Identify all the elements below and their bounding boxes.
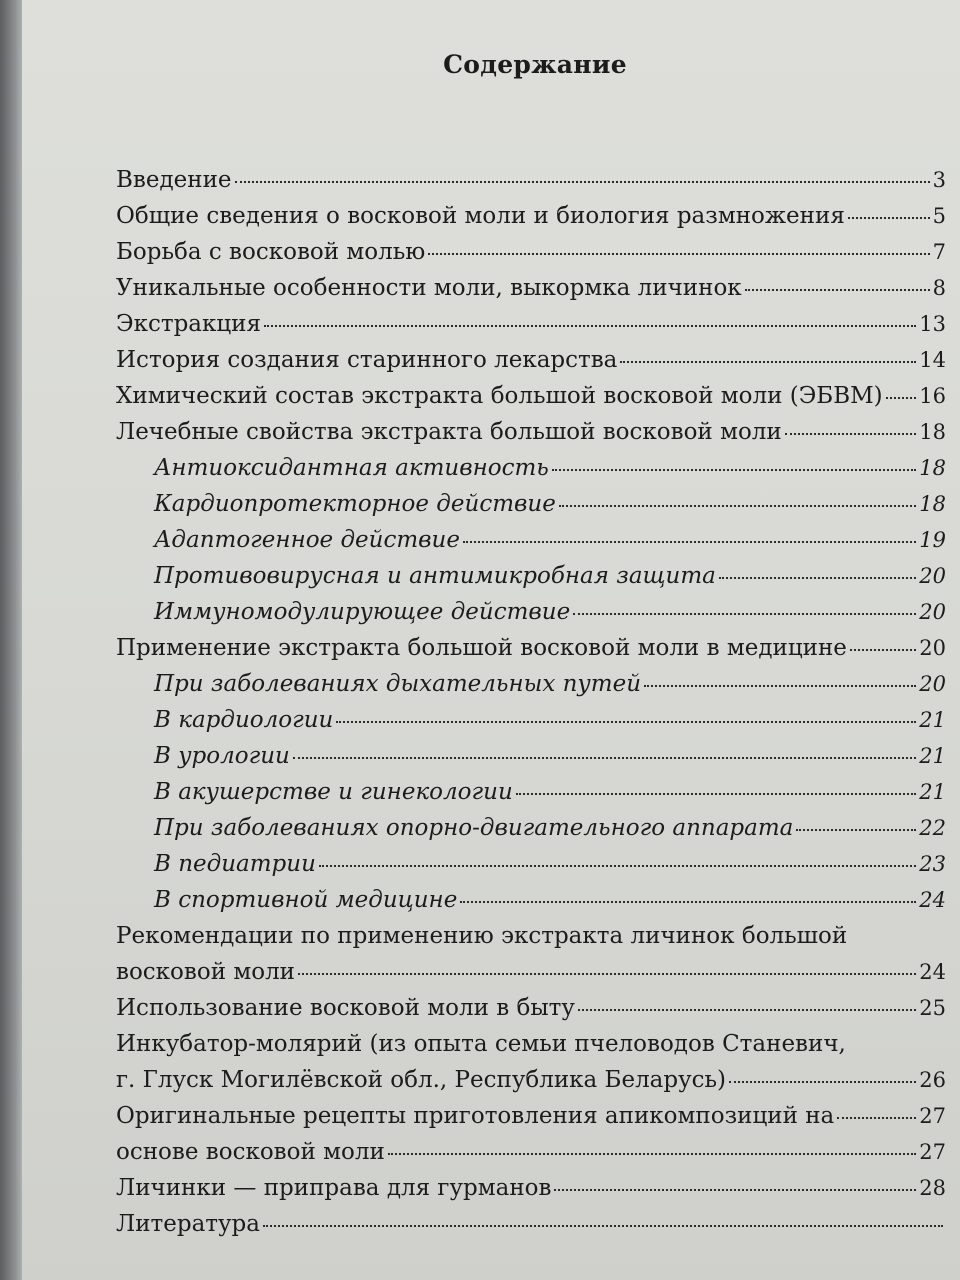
toc-entry [116,198,946,234]
toc-page-number: 27 [919,1104,946,1128]
toc-dot-leader [620,361,916,363]
toc-page-number: 18 [919,492,946,516]
toc-entry [116,306,946,342]
toc-dot-leader [796,829,916,831]
toc-entry-label: Лечебные свойства экстракта большой восковой моли [116,419,782,445]
toc-entry [116,1062,946,1098]
toc-page-number: 24 [919,888,946,912]
toc-dot-leader [848,217,930,219]
toc-page-number: 20 [919,672,946,696]
toc-entry-label: В педиатрии [154,851,316,877]
toc-page-number: 14 [919,348,946,372]
toc-page-number: 18 [919,456,946,480]
toc-page-number: 21 [919,708,946,732]
toc-entry-label: Личинки — приправа для гурманов [116,1175,552,1201]
toc-dot-leader [460,901,916,903]
toc-entry [116,558,946,594]
toc-entry-label: Борьба с восковой молью [116,239,426,265]
toc-entry [116,738,946,774]
toc-page-number: 22 [919,816,946,840]
toc-dot-leader [388,1153,916,1155]
toc-dot-leader [293,757,916,759]
toc-page-number: 28 [919,1176,946,1200]
toc-entry [116,270,946,306]
toc-dot-leader [336,721,916,723]
toc-dot-leader [729,1081,916,1083]
toc-entry-label: Инкубатор-молярий (из опыта семьи пчеловодов Станевич, [116,1031,846,1057]
toc-dot-leader [785,433,917,435]
toc-entry-label: основе восковой моли [116,1139,385,1165]
toc-entry [116,378,946,414]
toc-entry [116,414,946,450]
toc-entry-label: История создания старинного лекарства [116,347,618,373]
toc-entry [116,234,946,270]
toc-dot-leader [428,253,929,255]
toc-entry-label: При заболеваниях дыхательных путей [154,671,642,697]
toc-page-number: 20 [919,564,946,588]
toc-page-number: 20 [919,600,946,624]
toc-page-number: 25 [919,996,946,1020]
toc-page-number: 21 [919,744,946,768]
toc-entry-label: Рекомендации по применению экстракта личинок большой [116,923,848,949]
toc-dot-leader [298,973,916,975]
toc-entry [116,774,946,810]
toc-page-number: 23 [919,852,946,876]
toc-entry [116,1098,946,1134]
toc-entry [116,954,946,990]
toc-dot-leader [235,181,930,183]
toc-entry-label: Иммуномодулирующее действие [154,599,571,625]
toc-page-number: 18 [919,420,946,444]
toc-dot-leader [559,505,916,507]
toc-entry [116,162,946,198]
toc-entry [116,1170,946,1206]
toc-page-number: 7 [932,240,946,264]
toc-entry-label: В урологии [154,743,290,769]
toc-page-number: 21 [919,780,946,804]
toc-dot-leader [263,1225,943,1227]
toc-entry [116,1026,946,1062]
toc-page-number: 13 [919,312,946,336]
toc-entry [116,342,946,378]
toc-entry-label: Общие сведения о восковой моли и биология размножения [116,203,845,229]
toc-entry-label: При заболеваниях опорно-двигательного аппарата [154,815,794,841]
toc-entry-label: Химический состав экстракта большой восковой моли (ЭБВМ) [116,383,883,409]
toc-dot-leader [552,469,916,471]
toc-page-number: 3 [932,168,946,192]
toc-entry [116,990,946,1026]
toc-dot-leader [578,1009,916,1011]
toc-dot-leader [837,1117,916,1119]
toc-dot-leader [554,1189,916,1191]
toc-entry [116,882,946,918]
toc-entry [116,666,946,702]
toc-dot-leader [644,685,916,687]
toc-entry-label: Противовирусная и антимикробная защита [154,563,716,589]
toc-page-number: 16 [919,384,946,408]
toc-entry [116,702,946,738]
toc-page-number: 19 [919,528,946,552]
toc-dot-leader [516,793,916,795]
toc-entry [116,486,946,522]
toc-entry-label: Введение [116,167,232,193]
toc-entry-label: Оригинальные рецепты приготовления апикомпозиций на [116,1103,835,1129]
toc-dot-leader [850,649,916,651]
toc-entry-label: Уникальные особенности моли, выкормка личинок [116,275,742,301]
toc-entry-label: Применение экстракта большой восковой моли в медицине [116,635,847,661]
toc-entry-label: В кардиологии [154,707,334,733]
toc-dot-leader [719,577,916,579]
toc-dot-leader [319,865,916,867]
toc-entry-label: Использование восковой моли в быту [116,995,575,1021]
page-title: Содержание [443,50,627,79]
toc-entry-label: Литература [116,1211,260,1237]
toc-dot-leader [264,325,916,327]
toc-dot-leader [573,613,916,615]
toc-entry-label: Антиоксидантная активность [154,455,549,481]
toc-page-number: 5 [932,204,946,228]
toc-entry [116,450,946,486]
table-of-contents [116,162,946,1242]
toc-entry [116,522,946,558]
toc-page-number: 24 [919,960,946,984]
toc-entry [116,810,946,846]
toc-entry [116,630,946,666]
toc-entry-label: Экстракция [116,311,262,337]
toc-entry-label: Адаптогенное действие [154,527,460,553]
book-page [22,0,960,1280]
toc-entry [116,1134,946,1170]
toc-entry [116,846,946,882]
toc-page-number: 26 [919,1068,946,1092]
toc-entry-label: Кардиопротекторное действие [154,491,556,517]
toc-page-number: 8 [932,276,946,300]
toc-page-number: 20 [919,636,946,660]
toc-entry-label: В спортивной медицине [154,887,458,913]
toc-entry-label: восковой моли [116,959,296,985]
toc-entry [116,918,946,954]
toc-entry [116,594,946,630]
toc-entry-label: В акушерстве и гинекологии [154,779,513,805]
toc-dot-leader [745,289,930,291]
toc-page-number: 27 [919,1140,946,1164]
toc-dot-leader [886,397,917,399]
toc-entry-label: г. Глуск Могилёвской обл., Республика Беларусь) [116,1067,727,1093]
toc-dot-leader [463,541,916,543]
toc-entry [116,1206,946,1242]
